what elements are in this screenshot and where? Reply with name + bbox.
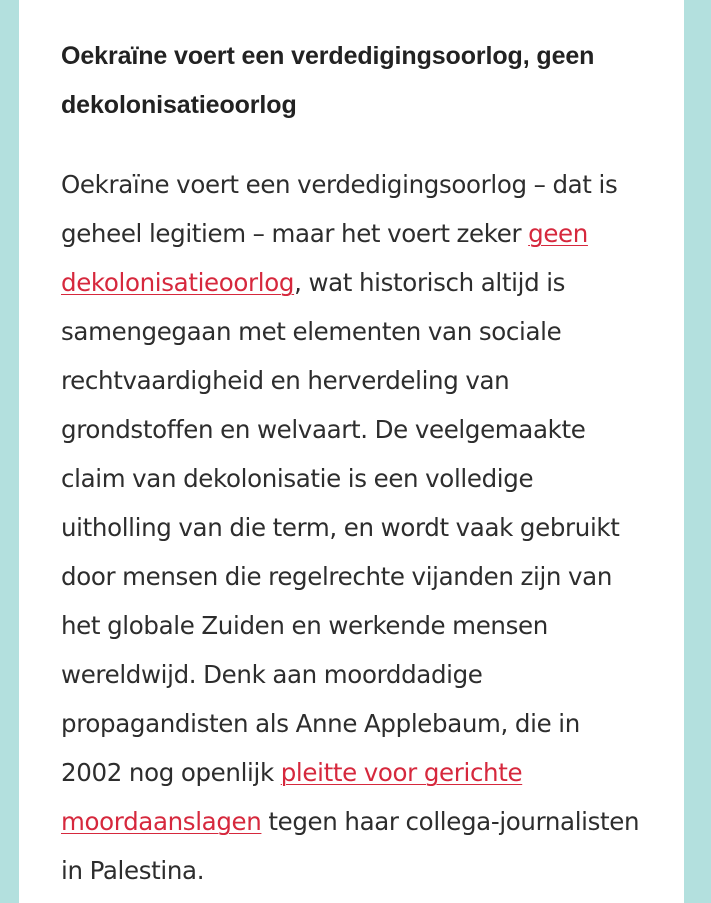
article-heading: Oekraïne voert een verdedigingsoorlog, geen dekolonisatieoorlog [61, 42, 595, 119]
paragraph-text-1: Oekraïne voert een verdedigingsoorlog – dat is geheel legitiem – maar het voert zeker [61, 170, 618, 248]
link-geen-dekolonisatieoorlog[interactable]: geen dekolonisatieoorlog [61, 219, 588, 297]
article-paragraph [61, 160, 644, 895]
article-card [19, 0, 684, 903]
paragraph-text-3: tegen haar collega-journalisten in Palestina. [61, 807, 640, 885]
link-pleitte-voor-gerichte-moordaanslagen[interactable]: pleitte voor gerichte moordaanslagen [61, 758, 523, 836]
paragraph-text-2: , wat historisch altijd is samengegaan met elementen van sociale rechtvaardigheid en herverdeling van grondstoffen en welvaart. De veelgemaakte claim van dekolonisatie is een volledige uitholling van die term, en wordt vaak gebruikt door mensen die regelrechte vijanden zijn van het globale Zuiden en werkende mensen wereldwijd. Denk aan moorddadige propagandisten als Anne Applebaum, die in 2002 nog openlijk [61, 268, 620, 787]
